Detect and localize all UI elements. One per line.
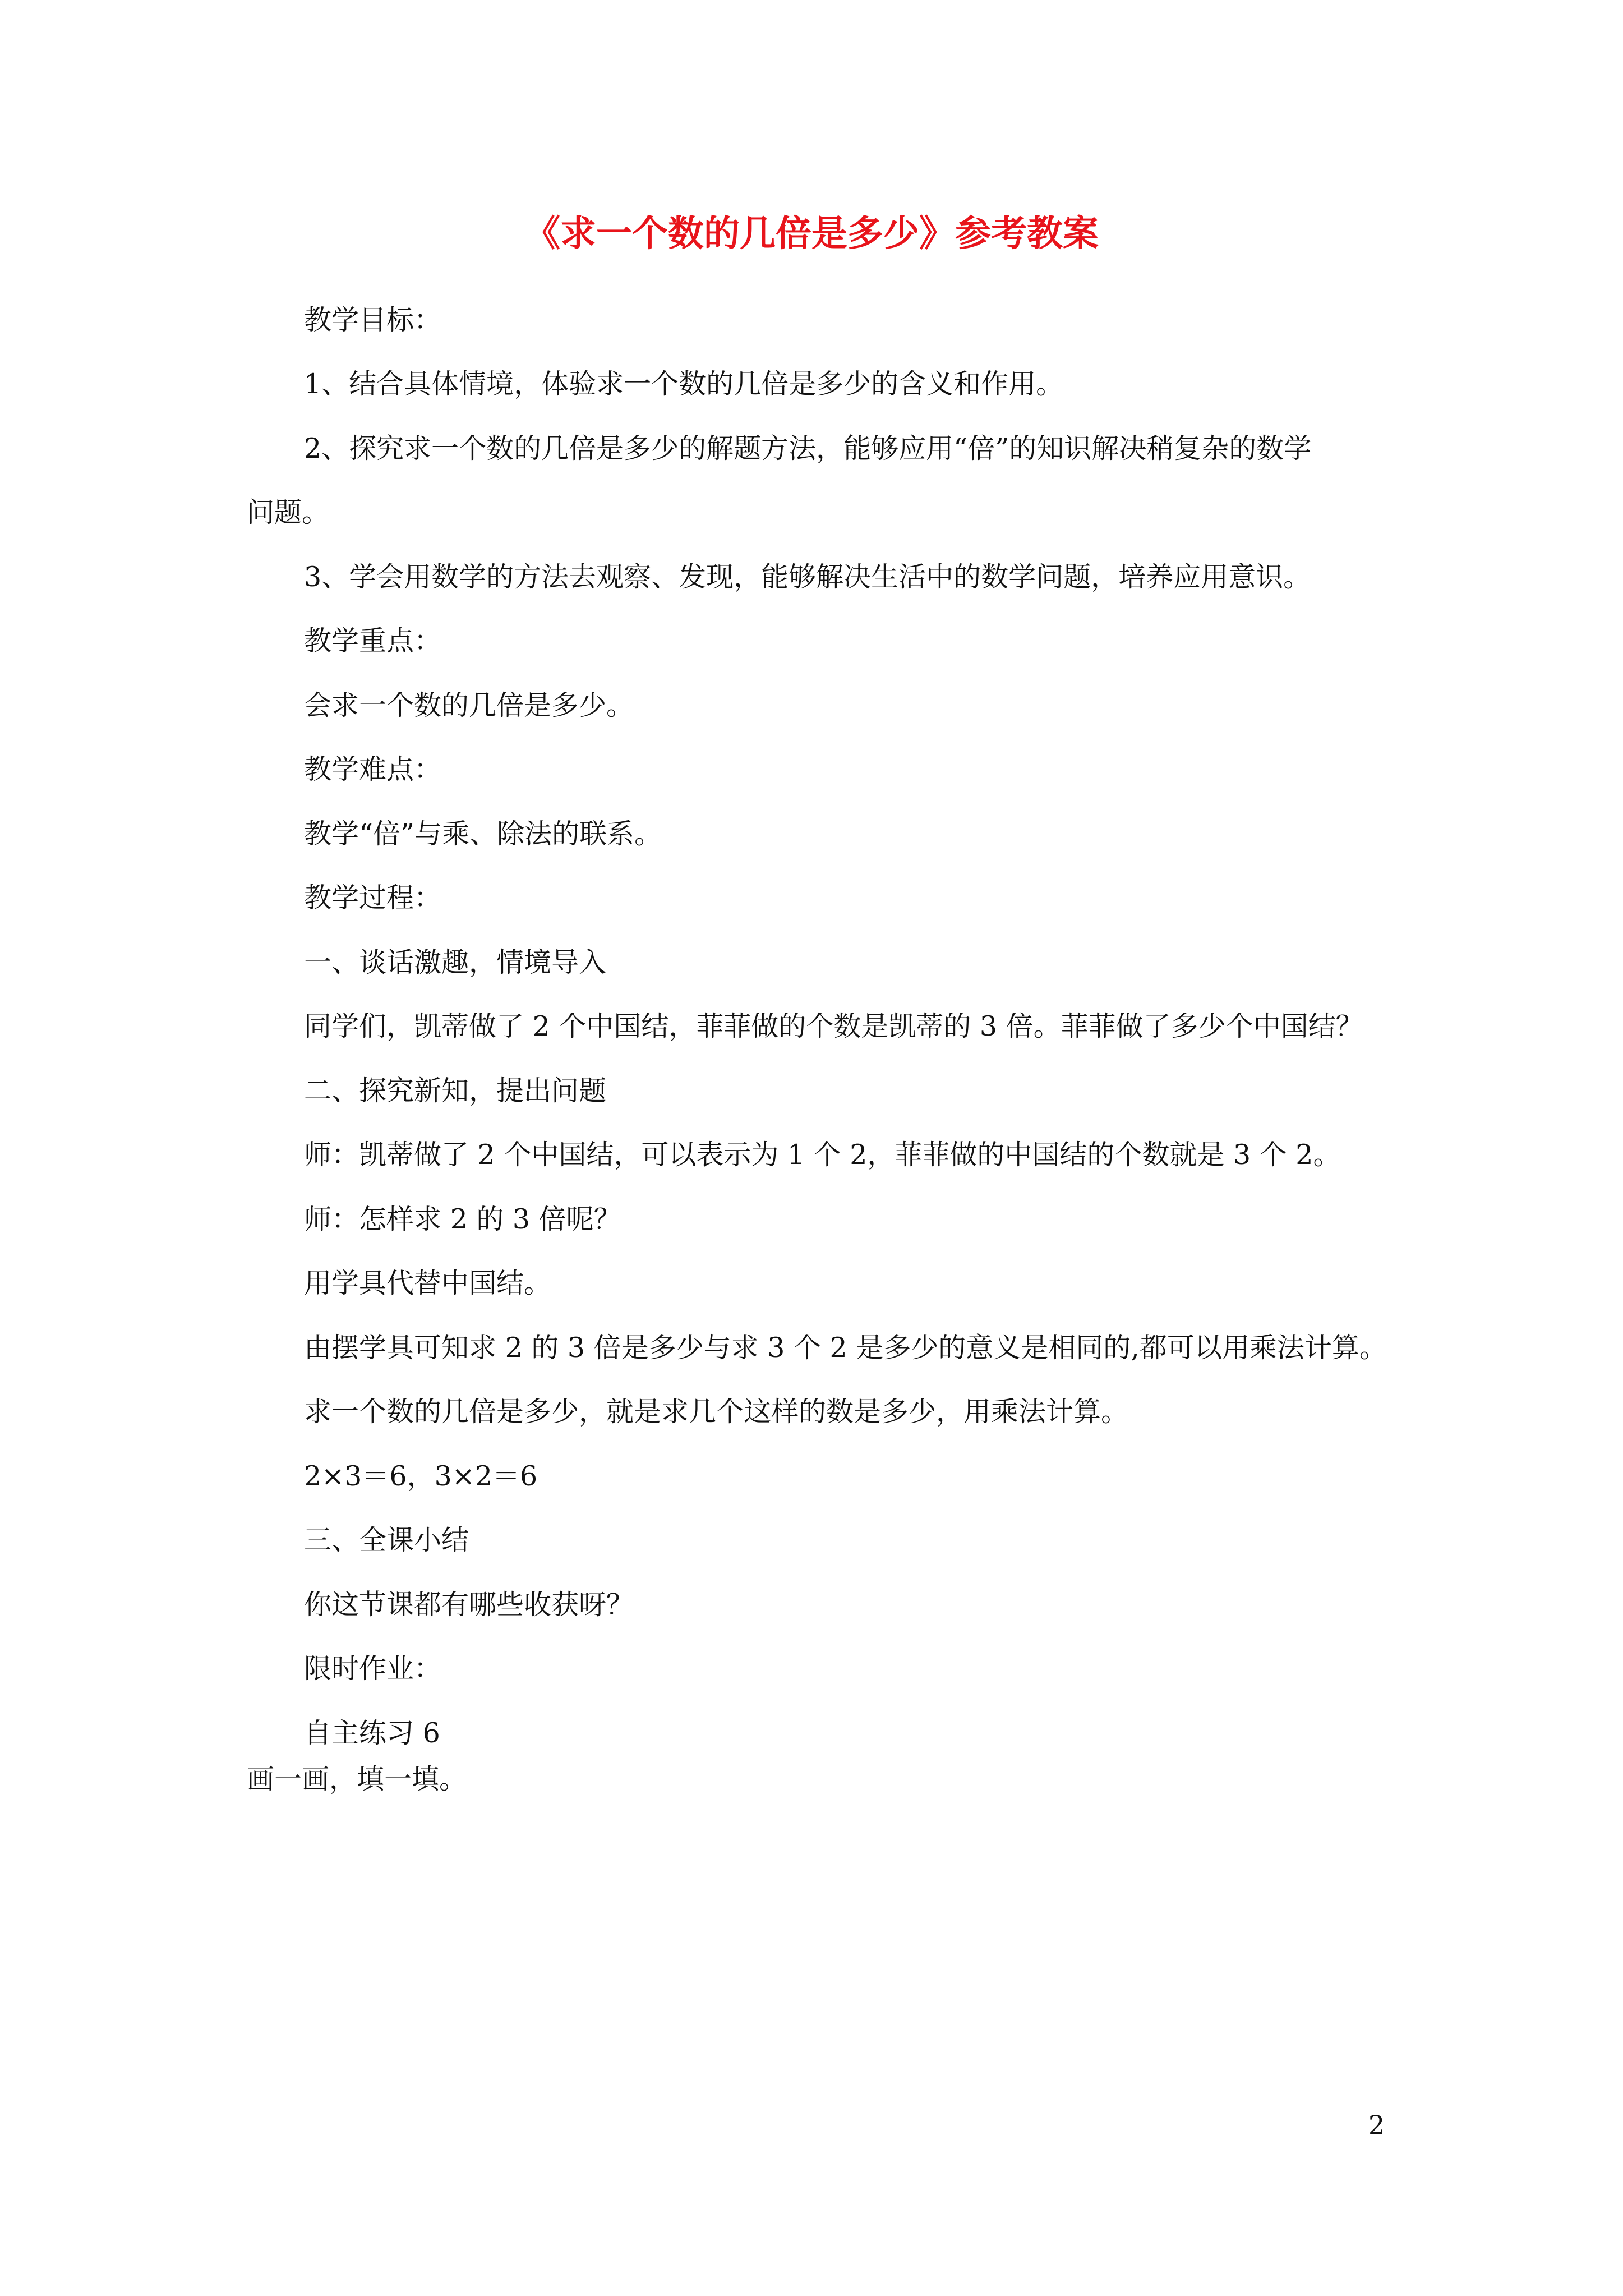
step-1-heading: 一、谈话激趣，情境导入 [304, 946, 607, 978]
equation-line: 2×3＝6，3×2＝6 [304, 1460, 538, 1492]
difficulty-text: 教学“倍”与乘、除法的联系。 [304, 818, 662, 850]
section-heading-key-points: 教学重点： [304, 625, 442, 657]
page-number: 2 [1368, 2110, 1385, 2140]
objective-2-continued: 问题。 [247, 496, 330, 528]
section-heading-process: 教学过程： [304, 882, 442, 914]
document-title: 《求一个数的几倍是多少》参考教案 [524, 213, 1099, 255]
step-1-question: 同学们，凯蒂做了 2 个中国结，菲菲做的个数是凯蒂的 3 倍。菲菲做了多少个中国结？ [304, 1010, 1363, 1042]
objective-2: 2、探究求一个数的几倍是多少的解题方法，能够应用“倍”的知识解决稍复杂的数学 [304, 432, 1312, 464]
step-3-heading: 三、全课小结 [304, 1524, 469, 1556]
teacher-line-1: 师：凯蒂做了 2 个中国结，可以表示为 1 个 2，菲菲做的中国结的个数就是 3 个 2。 [304, 1139, 1341, 1171]
explanation-line: 由摆学具可知求 2 的 3 倍是多少与求 3 个 2 是多少的意义是相同的,都可以用乘法计算。 [304, 1332, 1387, 1364]
objective-1: 1、结合具体情境，体验求一个数的几倍是多少的含义和作用。 [304, 368, 1064, 400]
exercise-reference: 自主练习 6 [304, 1717, 440, 1749]
teacher-line-2: 师：怎样求 2 的 3 倍呢？ [304, 1203, 621, 1235]
rule-line: 求一个数的几倍是多少，就是求几个这样的数是多少，用乘法计算。 [304, 1396, 1129, 1428]
section-heading-difficulties: 教学难点： [304, 753, 442, 785]
objective-3: 3、学会用数学的方法去观察、发现，能够解决生活中的数学问题，培养应用意识。 [304, 561, 1311, 593]
summary-question: 你这节课都有哪些收获呀？ [304, 1589, 634, 1621]
key-point-text: 会求一个数的几倍是多少。 [304, 689, 634, 721]
section-heading-objectives: 教学目标： [304, 304, 442, 336]
section-heading-homework: 限时作业： [304, 1653, 442, 1685]
exercise-instruction: 画一画，填一填。 [247, 1763, 467, 1795]
manipulatives-line: 用学具代替中国结。 [304, 1267, 552, 1299]
step-2-heading: 二、探究新知，提出问题 [304, 1075, 607, 1107]
